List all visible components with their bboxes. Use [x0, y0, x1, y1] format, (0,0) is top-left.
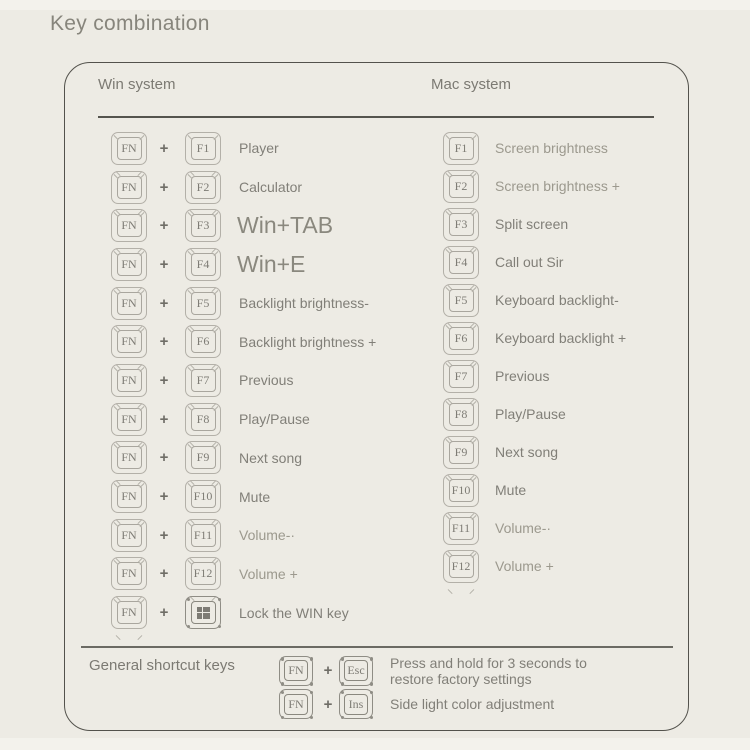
command-key [339, 656, 373, 686]
function-key [185, 480, 221, 513]
shortcut-row [111, 361, 376, 400]
header-divider [98, 116, 654, 118]
keycap: F9 [449, 441, 474, 464]
shortcut-row [443, 167, 626, 205]
shortcut-row [443, 547, 626, 585]
keycap: F6 [191, 330, 216, 353]
function-key [443, 512, 479, 545]
shortcut-row [111, 555, 376, 594]
function-key [443, 436, 479, 469]
keycap: FN [284, 694, 308, 715]
function-key [443, 474, 479, 507]
keycap: F4 [449, 251, 474, 274]
shortcut-description: Next song [239, 449, 303, 466]
plus-icon: + [159, 488, 169, 506]
keycap: F4 [191, 253, 216, 276]
shortcut-row [443, 129, 626, 167]
keycap: F10 [449, 479, 474, 502]
function-key [443, 170, 479, 203]
keycap: FN [117, 485, 142, 508]
keycap: F3 [191, 214, 216, 237]
general-shortcut-list [279, 654, 605, 721]
shortcut-description: Previous [495, 368, 550, 384]
function-key [443, 398, 479, 431]
shortcut-row [279, 688, 605, 722]
keycap: FN [117, 137, 142, 160]
shortcut-row [111, 129, 376, 168]
shortcut-row [111, 168, 376, 207]
function-key [185, 557, 221, 590]
fn-key [279, 656, 313, 686]
shortcut-row [443, 243, 626, 281]
command-key [339, 689, 373, 719]
footer-divider [81, 646, 673, 648]
fn-key [111, 248, 147, 281]
shortcut-row [111, 477, 376, 516]
shortcut-description: Keyboard backlight- [495, 292, 619, 308]
background-strip-bottom [0, 738, 750, 750]
shortcut-row [443, 433, 626, 471]
function-key [185, 441, 221, 474]
keycap: FN [117, 408, 142, 431]
shortcut-description: Call out Sir [495, 254, 564, 270]
function-key [185, 209, 221, 242]
plus-icon: + [159, 371, 169, 389]
plus-icon: + [159, 410, 169, 428]
shortcut-description: Win+E [237, 250, 306, 277]
shortcut-row [111, 322, 376, 361]
shortcut-description: Backlight brightness- [239, 295, 369, 312]
plus-icon: + [159, 255, 169, 273]
keycap: F1 [191, 137, 216, 160]
fn-key [279, 689, 313, 719]
plus-icon: + [159, 604, 169, 622]
function-key [185, 132, 221, 165]
keycap: F1 [449, 137, 474, 160]
fn-key [111, 403, 147, 436]
shortcut-description: Previous [239, 372, 294, 389]
keycap: FN [117, 562, 142, 585]
shortcut-description: Press and hold for 3 seconds to restore factory settings [390, 654, 587, 687]
fn-key [111, 132, 147, 165]
keycap [191, 601, 216, 624]
keycap: FN [117, 330, 142, 353]
mac-system-header: Mac system [431, 76, 512, 93]
fn-key [111, 209, 147, 242]
shortcut-row [111, 400, 376, 439]
keycap: F8 [449, 403, 474, 426]
keycap: FN [117, 253, 142, 276]
keycap: FN [117, 292, 142, 315]
keycap: F11 [191, 524, 216, 547]
function-key [185, 596, 221, 629]
shortcut-description: Mute [239, 488, 271, 505]
shortcut-description: Side light color adjustment [390, 696, 555, 713]
shortcut-row [443, 395, 626, 433]
shortcut-row [111, 245, 376, 284]
function-key [443, 360, 479, 393]
function-key [185, 287, 221, 320]
fn-key [111, 557, 147, 590]
shortcut-description: Play/Pause [239, 411, 310, 428]
shortcut-description: Player [239, 140, 279, 157]
function-key [185, 171, 221, 204]
fn-key [111, 596, 147, 629]
keycap: FN [117, 369, 142, 392]
function-key [443, 322, 479, 355]
shortcut-description: Screen brightness + [495, 178, 620, 194]
keycap: F5 [449, 289, 474, 312]
keycap: FN [117, 176, 142, 199]
plus-icon: + [159, 178, 169, 196]
function-key [185, 248, 221, 281]
function-key [185, 403, 221, 436]
function-key [443, 246, 479, 279]
fn-key [111, 441, 147, 474]
fn-key [111, 364, 147, 397]
keycap: F11 [449, 517, 474, 540]
key-combination-panel [64, 62, 689, 731]
shortcut-description: Play/Pause [495, 406, 566, 422]
keycap: F5 [191, 292, 216, 315]
function-key [443, 208, 479, 241]
shortcut-row [443, 205, 626, 243]
shortcut-row [443, 319, 626, 357]
shortcut-row [111, 439, 376, 478]
shortcut-description: Win+TAB [237, 212, 334, 239]
plus-icon: + [323, 695, 333, 713]
keycap: Esc [344, 660, 368, 681]
function-key [185, 364, 221, 397]
keycap: F8 [191, 408, 216, 431]
shortcut-row [443, 471, 626, 509]
keycap: F12 [449, 555, 474, 578]
keycap: Ins [344, 694, 368, 715]
shortcut-description: Split screen [495, 216, 569, 232]
shortcut-description: Backlight brightness + [239, 333, 377, 350]
function-key [443, 550, 479, 583]
fn-key [111, 325, 147, 358]
shortcut-row [443, 281, 626, 319]
plus-icon: + [159, 449, 169, 467]
plus-icon: + [159, 565, 169, 583]
page-title: Key combination [50, 12, 210, 35]
function-key [185, 325, 221, 358]
shortcut-row [443, 357, 626, 395]
windows-logo-icon [197, 607, 210, 619]
keycap: F2 [449, 175, 474, 198]
general-shortcut-keys-label: General shortcut keys [89, 657, 235, 674]
shortcut-row [279, 654, 605, 688]
keycap: FN [117, 446, 142, 469]
keycap: F7 [449, 365, 474, 388]
plus-icon: + [323, 662, 333, 680]
shortcut-row [111, 206, 376, 245]
fn-key [111, 171, 147, 204]
keycap: FN [284, 660, 308, 681]
mac-shortcut-list [443, 129, 626, 585]
shortcut-description: Volume + [495, 558, 554, 574]
shortcut-description: Keyboard backlight + [495, 330, 627, 346]
function-key [185, 519, 221, 552]
win-system-header: Win system [98, 76, 176, 93]
keycap: FN [117, 601, 142, 624]
shortcut-row [111, 284, 376, 323]
shortcut-description: Lock the WIN key [239, 604, 349, 621]
keycap: F10 [191, 485, 216, 508]
fn-key [111, 519, 147, 552]
keycap: F2 [191, 176, 216, 199]
background-strip-top [0, 0, 750, 10]
shortcut-row [443, 509, 626, 547]
shortcut-description: Screen brightness [495, 140, 608, 156]
shortcut-description: Next song [495, 444, 559, 460]
fn-key [111, 480, 147, 513]
plus-icon: + [159, 217, 169, 235]
fn-key [111, 287, 147, 320]
shortcut-description: Mute [495, 482, 527, 498]
win-shortcut-list [111, 129, 376, 632]
shortcut-description: Volume-· [495, 520, 552, 536]
function-key [443, 132, 479, 165]
keycap: F3 [449, 213, 474, 236]
shortcut-description: Volume-· [239, 527, 296, 544]
function-key [443, 284, 479, 317]
plus-icon: + [159, 139, 169, 157]
plus-icon: + [159, 294, 169, 312]
shortcut-row [111, 516, 376, 555]
keycap: F12 [191, 562, 216, 585]
keycap: FN [117, 524, 142, 547]
keycap: F7 [191, 369, 216, 392]
keycap: FN [117, 214, 142, 237]
shortcut-row [111, 593, 376, 632]
keycap: F9 [191, 446, 216, 469]
keycap: F6 [449, 327, 474, 350]
plus-icon: + [159, 333, 169, 351]
shortcut-description: Volume + [239, 565, 298, 582]
plus-icon: + [159, 526, 169, 544]
shortcut-description: Calculator [239, 179, 303, 196]
